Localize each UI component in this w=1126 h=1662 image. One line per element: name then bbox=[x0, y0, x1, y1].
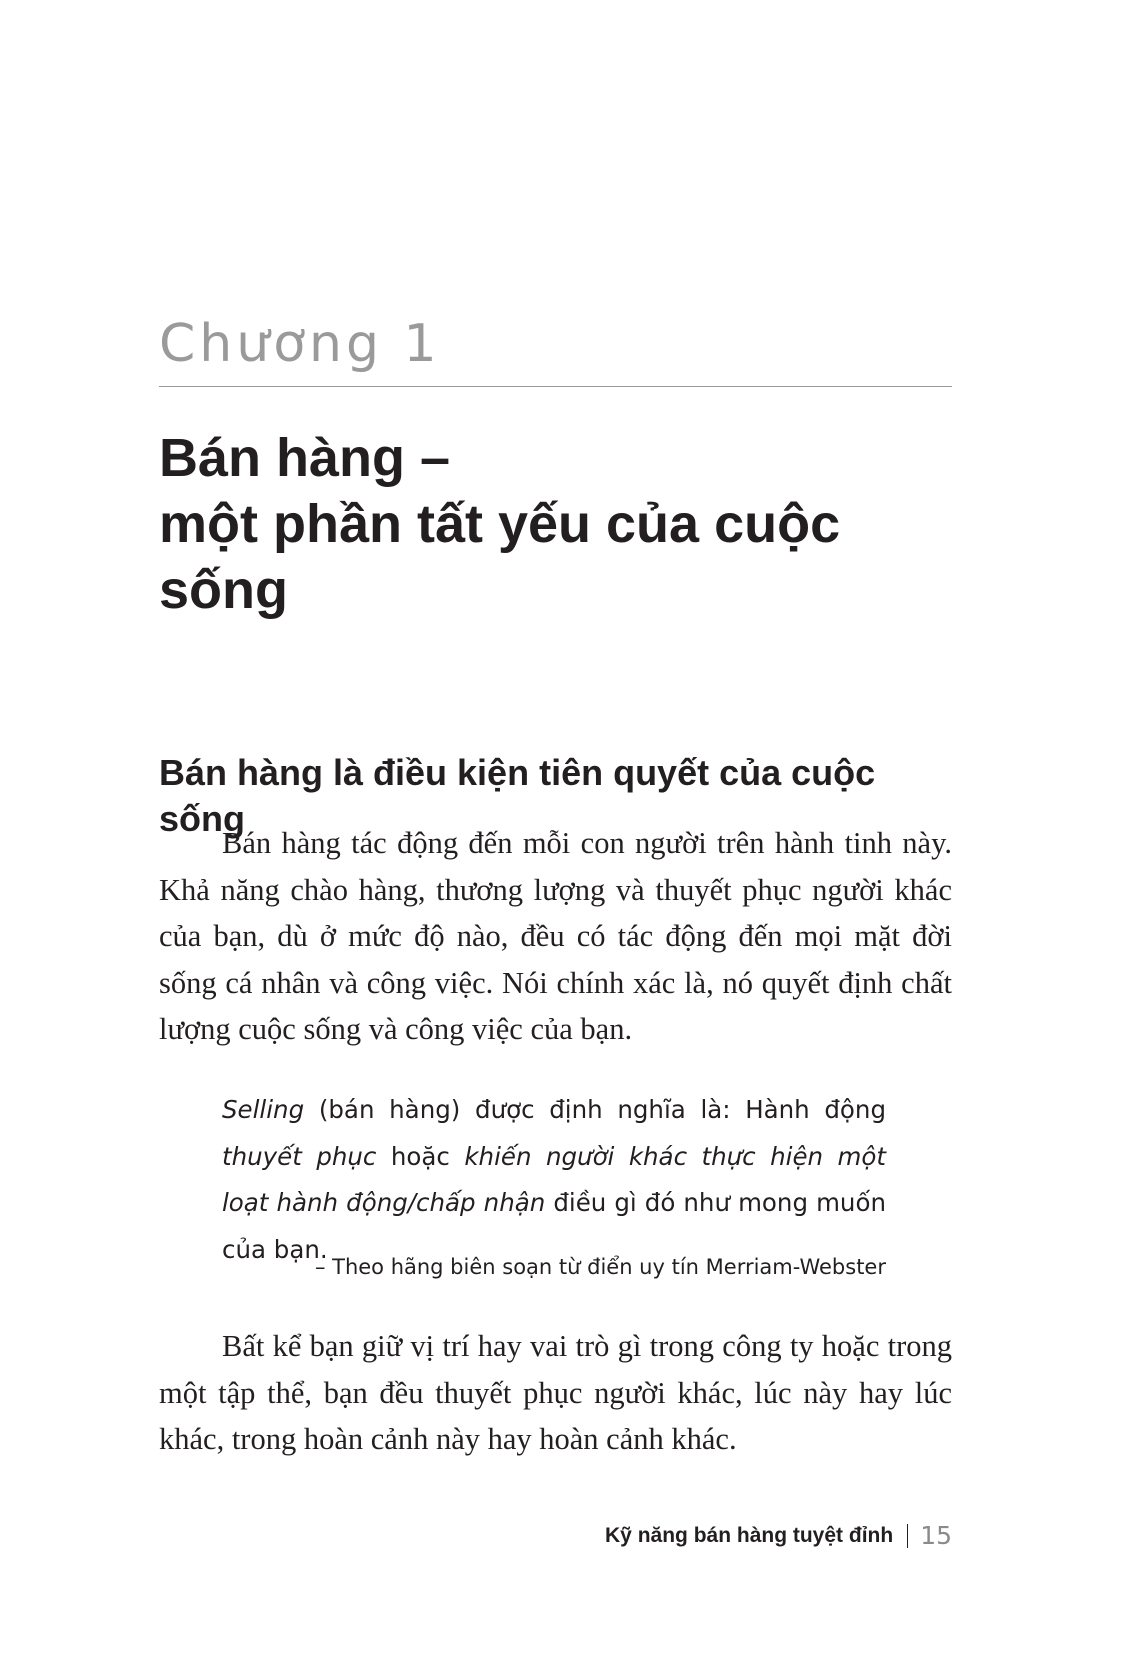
chapter-divider bbox=[159, 386, 952, 387]
page-footer bbox=[605, 1521, 952, 1550]
body-paragraph-2: Bất kể bạn giữ vị trí hay vai trò gì trong công ty hoặc trong một tập thể, bạn đều thuyết phục người khác, lúc này hay lúc khác, trong hoàn cảnh này hay hoàn cảnh khác. bbox=[159, 1329, 952, 1456]
chapter-title bbox=[159, 425, 979, 623]
chapter-title-line-1: Bán hàng – bbox=[159, 428, 451, 488]
quote-emphasis-1: thuyết phục bbox=[222, 1141, 377, 1171]
quote-text-1: (bán hàng) được định nghĩa là: Hành động bbox=[304, 1095, 886, 1124]
section-heading: Bán hàng là điều kiện tiên quyết của cuộc sống bbox=[159, 752, 876, 839]
quote-emphasis-2: khiến người khác thực hiện một loạt hành động/chấp nhận bbox=[222, 1141, 886, 1217]
page-number: 15 bbox=[920, 1521, 952, 1550]
footer-separator bbox=[907, 1524, 908, 1548]
footer-book-title: Kỹ năng bán hàng tuyệt đỉnh bbox=[605, 1523, 894, 1547]
body-paragraph-1: Bán hàng tác động đến mỗi con người trên hành tinh này. Khả năng chào hàng, thương lượng và thuyết phục người khác của bạn, dù ở mức độ nào, đều có tác động đến mọi mặt đời sống cá nhân và công việc. Nói chính xác là, nó quyết định chất lượng cuộc sống và công việc của bạn. bbox=[159, 826, 952, 1046]
quote-text-2: hoặc bbox=[376, 1141, 465, 1171]
chapter-label: Chương 1 bbox=[159, 314, 441, 374]
definition-quote bbox=[222, 1087, 886, 1273]
chapter-title-line-2: một phần tất yếu của cuộc sống bbox=[159, 494, 841, 620]
quote-source: – Theo hãng biên soạn từ điển uy tín Merriam-Webster bbox=[314, 1255, 886, 1279]
quote-text-3: điều gì đó như mong muốn của bạn. bbox=[222, 1188, 886, 1264]
quote-term: Selling bbox=[222, 1095, 305, 1124]
